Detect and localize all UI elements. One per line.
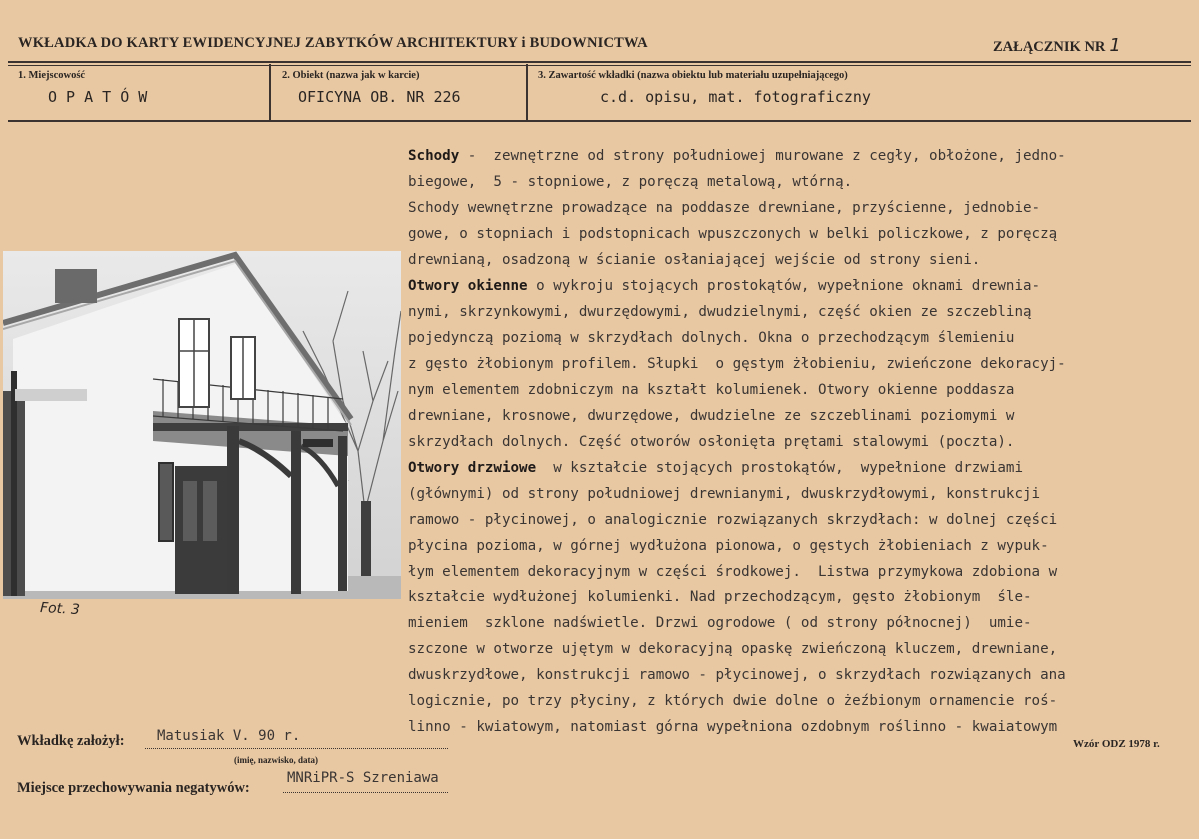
description-line: [408, 611, 1188, 637]
description-line: [408, 326, 1188, 352]
description-line: [408, 637, 1188, 663]
section-heading: Otwory drzwiowe: [408, 459, 537, 476]
description-line-text: skrzydłach dolnych. Część otworów osłonięta prętami stalowymi (poczta).: [408, 433, 1015, 450]
description-line: [408, 430, 1188, 456]
storage-underline: [283, 792, 448, 793]
field-divider: [526, 64, 528, 120]
description-line: [408, 456, 1188, 482]
description-line-text: mieniem szklone nadświetle. Drzwi ogrodowe ( od strony północnej) umie-: [408, 615, 1032, 632]
description-line-text: dwuskrzydłowe, konstrukcji ramowo - płycinowej, o skrzydłach rozwiązanych ana: [408, 667, 1066, 684]
storage-value: MNRiPR-S Szreniawa: [287, 770, 439, 786]
description-line: [408, 508, 1188, 534]
description-line-text: ramowo - płycinowej, o analogicznie rozwiązanych skrzydłach: w dolnej części: [408, 511, 1058, 528]
description-line-text: linno - kwiatowym, natomiast górna wypełniona ozdobnym roślinno - kwaiatowym: [408, 719, 1058, 736]
description-text: [408, 144, 1188, 741]
description-line: [408, 170, 1188, 196]
section-heading: Schody: [408, 148, 460, 164]
description-line: [408, 352, 1188, 378]
description-line: [408, 689, 1188, 715]
content-label: 3. Zawartość wkładki (nazwa obiektu lub materiału uzupełniającego): [538, 70, 848, 81]
description-line: [408, 274, 1188, 300]
locality-value: O P A T Ó W: [48, 88, 148, 106]
description-line-text: płycina pozioma, w górnej wydłużona pionowa, o gęstych żłobieniach z wypuk-: [408, 537, 1049, 554]
description-line-text: (głównymi) od strony południowej drewnianymi, dwuskrzydłowymi, konstrukcji: [408, 485, 1041, 502]
description-line-text: gowe, o stopniach i podstopnicach wpuszczonych w belki policzkowe, z poręczą: [408, 225, 1058, 242]
description-line: [408, 560, 1188, 586]
attachment-number-block: [993, 35, 1121, 56]
fields-bottom-rule: [8, 120, 1191, 122]
description-line-text: łym elementem dekoracyjnym w części środkowej. Listwa przymykowa zdobiona w: [408, 563, 1058, 580]
description-line: [408, 482, 1188, 508]
description-line-text: biegowe, 5 - stopniowe, z poręczą metalową, wtórną.: [408, 173, 853, 190]
attachment-label: ZAŁĄCZNIK NR: [993, 39, 1106, 55]
header-rule: [8, 61, 1191, 63]
created-by-label: Wkładkę założył:: [17, 733, 125, 749]
photo-caption: Fot. 3: [39, 599, 81, 619]
locality-label: 1. Miejscowość: [18, 70, 86, 81]
description-line: [408, 534, 1188, 560]
form-title: WKŁADKA DO KARTY EWIDENCYJNEJ ZABYTKÓW ARCHITEKTURY i BUDOWNICTWA: [18, 35, 648, 51]
object-value: OFICYNA OB. NR 226: [298, 88, 461, 106]
description-line-text: kształcie wydłużonej kolumienki. Nad przechodzącym, gęsto żłobionym śle-: [408, 589, 1032, 606]
description-line: [408, 144, 1188, 170]
object-label: 2. Obiekt (nazwa jak w karcie): [282, 70, 420, 81]
description-line-text: Schody wewnętrzne prowadzące na poddasze drewniane, przyścienne, jednobie-: [408, 199, 1041, 216]
field-divider: [269, 64, 271, 120]
created-by-value: Matusiak V. 90 r.: [157, 728, 301, 744]
description-line-text: nym elementem zdobniczym na kształt kolumienek. Otwory okienne poddasza: [408, 381, 1015, 398]
description-line: [408, 222, 1188, 248]
description-line: [408, 248, 1188, 274]
fields-row: [8, 64, 1191, 120]
description-line-text: pojedynczą poziomą w skrzydłach dolnych. Okna o przechodzącym ślemieniu: [408, 329, 1015, 346]
building-photograph: [3, 251, 401, 599]
description-line: [408, 300, 1188, 326]
description-line-text: w kształcie stojących prostokątów, wypełnione drzwiami: [536, 459, 1023, 476]
description-line-text: logicznie, po trzy płyciny, z których dwie dolne o żeźbionym ornamencie roś-: [408, 693, 1058, 710]
description-line: [408, 196, 1188, 222]
content-field: [528, 64, 1191, 120]
attachment-number: 1: [1109, 35, 1121, 56]
description-line: [408, 585, 1188, 611]
content-value: c.d. opisu, mat. fotograficzny: [600, 88, 871, 106]
description-line: [408, 378, 1188, 404]
description-line-text: - zewnętrzne od strony południowej murowane z cegły, obłożone, jedno-: [459, 148, 1066, 164]
description-line: [408, 404, 1188, 430]
section-heading: Otwory okienne: [408, 277, 528, 294]
description-line-text: drewniane, krosnowe, dwurzędowe, dwudzielne ze szczeblinami poziomymi w: [408, 407, 1015, 424]
object-field: [272, 64, 526, 120]
storage-label: Miejsce przechowywania negatywów:: [17, 780, 250, 796]
form-reference: Wzór ODZ 1978 r.: [1073, 738, 1160, 750]
created-by-underline: [145, 748, 448, 749]
created-by-hint: (imię, nazwisko, data): [234, 755, 318, 765]
description-line-text: szczone w otworze ujętym w dekoracyjną opaskę zwieńczoną kluczem, drewniane,: [408, 641, 1058, 658]
description-line-text: nymi, skrzynkowymi, dwurzędowymi, dwudzielnymi, część okien ze szczebliną: [408, 303, 1032, 320]
description-line: [408, 715, 1188, 741]
description-line-text: z gęsto żłobionym profilem. Słupki o gęstym żłobieniu, zwieńczone dekoracyj-: [408, 355, 1066, 372]
description-line-text: drewnianą, osadzoną w ścianie osłaniającej wejście od strony sieni.: [408, 251, 981, 268]
locality-field: [8, 64, 270, 120]
description-line-text: o wykroju stojących prostokątów, wypełnione oknami drewnia-: [527, 277, 1041, 294]
photo-illustration: [3, 251, 401, 599]
description-line: [408, 663, 1188, 689]
